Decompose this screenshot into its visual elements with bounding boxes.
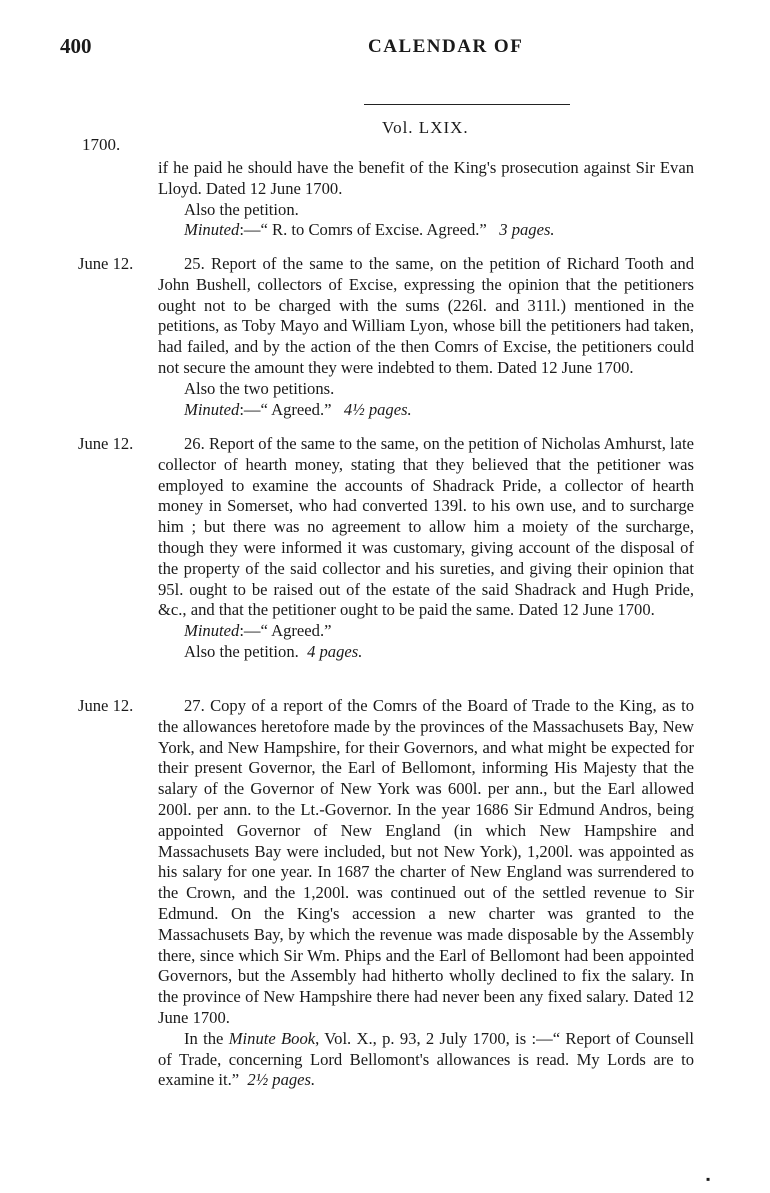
minuted-text: :—“ R. to Comrs of Excise. Agreed.” <box>239 220 487 240</box>
page-count: 4½ pages. <box>343 399 412 419</box>
volume-heading: Vol. LXIX. <box>382 118 469 137</box>
entry-also <box>158 642 694 663</box>
entry-date: June 12. <box>78 254 134 273</box>
entry-text: 25. Report of the same to the same, on the petition of Richard Tooth and John Bushell, collectors of Excise, expressing the opinion that the petitioners ought not to be charged with the sums (226l. and 311l.) mentioned in the petitions, as Toby Mayo and William Lyon, whose bill the petitioners had taken, had failed, and by the action of the then Comrs of Excise, the petitioners could not secure the amount they were indebted to them. Dated 12 June 1700. <box>158 254 694 377</box>
entry-date: June 12. <box>78 434 134 453</box>
entry-date: June 12. <box>78 696 134 715</box>
running-head: CALENDAR OF <box>368 36 524 57</box>
note-prefix: In the <box>184 1028 224 1048</box>
minuted-label: Minuted <box>184 220 240 240</box>
continuation-also: Also the petition. <box>184 199 299 219</box>
entry-25 <box>158 254 694 420</box>
entry-also: Also the two petitions. <box>184 378 335 398</box>
continuation-text: if he paid he should have the benefit of the King's prosecution against Sir Evan Lloyd. Dated 12 June 1700. <box>158 158 694 198</box>
minuted-text: :—“ Agreed.” <box>239 399 332 419</box>
page-count: 3 pages. <box>499 220 555 240</box>
page-count: 2½ pages. <box>247 1070 316 1090</box>
entry-27 <box>158 696 694 1091</box>
continuation-minuted <box>158 220 694 241</box>
note-book: Minute Book <box>228 1028 316 1048</box>
entry-minuted <box>158 621 694 642</box>
year-margin: 1700. <box>82 135 121 154</box>
minuted-label: Minuted <box>184 399 240 419</box>
continuation-block <box>158 158 694 241</box>
entry-note <box>158 1029 694 1091</box>
entry-text: 27. Copy of a report of the Comrs of the Board of Trade to the King, as to the allowances heretofore made by the provinces of the Massachusets Bay, New York, and New Hampshire, for their Governors, and what might be expected for their present Governor, the Earl of Bellomont, informing His Majesty that the salary of the Governor of New York was 600l. per ann., but the Earl allowed 200l. per ann. to the Lt.-Governor. In the year 1686 Sir Edmund Andros, being appointed Governor of New England (in which New Hampshire and Massachusets Bay were included, but not New York), 1,200l. was appointed as his salary for one year. In 1687 the charter of New England was surrendered to the Crown, and the 1,200l. was continued out of the settled revenue to Sir Edmund. On the King's accession a new charter was granted to the Massachusets Bay, by which the revenue was made disposable by the Assembly there, since which Sir Wm. Phips and the Earl of Bellomont had been appointed Governors, but the Assembly had hitherto wholly declined to fix the salary. In the province of New Hampshire there had never been any fixed salary. Dated 12 June 1700. <box>158 696 694 1027</box>
header-rule <box>364 104 570 105</box>
page-number: 400 <box>60 34 92 58</box>
entry-26 <box>158 434 694 663</box>
also-text: Also the petition. <box>184 641 299 661</box>
entry-minuted <box>158 400 694 421</box>
minuted-text: :—“ Agreed.” <box>239 621 332 641</box>
page-count: 4 pages. <box>307 641 363 661</box>
minuted-label: Minuted <box>184 621 240 641</box>
corner-mark: ▪ <box>706 1172 711 1186</box>
entry-text: 26. Report of the same to the same, on the petition of Nicholas Amhurst, late collector of hearth money, stating that they believed that the petitioner was employed to examine the accounts of Shadrack Pride, a collector of hearth money in Somerset, who had converted 139l. to his own use, and to surcharge him ; but there was no agreement to allow him a moiety of the surcharge, though they were informed it was customary, giving account of the disposal of the property of the said collector and his sureties, and giving their opinion that 95l. ought to be raised out of the estate of the said Shadrack and Hugh Pride, &c., and that the petitioner ought to be paid the same. Dated 12 June 1700. <box>158 434 694 620</box>
note-text: , Vol. X., p. 93, 2 July 1700, is :—“ Report of Counsell of Trade, concerning Lord Bellomont's allowances is read. My Lords are to examine it.” <box>158 1028 694 1090</box>
